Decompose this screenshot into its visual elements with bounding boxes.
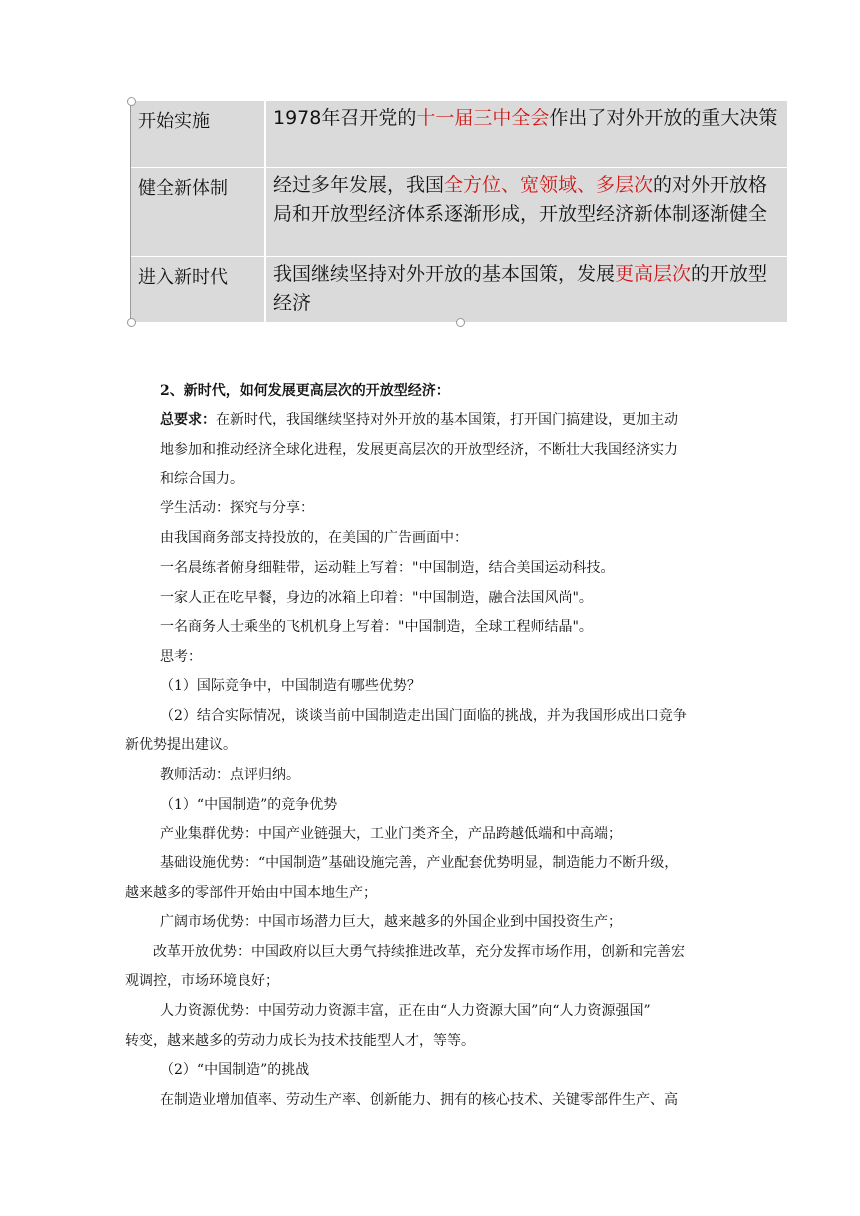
- paragraph-line: （2）结合实际情况，谈谈当前中国制造走出国门面临的挑战，并为我国形成出口竞争: [160, 708, 687, 724]
- paragraph-line: 产业集群优势：中国产业链强大，工业门类齐全，产品跨越低端和中高端；: [160, 826, 622, 842]
- resize-handle-icon: [127, 318, 136, 327]
- row-label: 健全新体制: [138, 178, 228, 199]
- paragraph-line: 由我国商务部支持投放的，在美国的广告画面中：: [160, 530, 468, 546]
- paragraph-line: （1）国际竞争中，中国制造有哪些优势？: [160, 678, 421, 694]
- row-content: 1978年召开党的十一届三中全会作出了对外开放的重大决策: [273, 107, 778, 129]
- paragraph-line: 越来越多的零部件开始由中国本地生产；: [125, 885, 377, 901]
- table-row: [131, 256, 787, 323]
- paragraph-line: 改革开放优势：中国政府以巨大勇气持续推进改革，充分发挥市场作用，创新和完善宏: [153, 944, 685, 960]
- resize-handle-icon: [127, 97, 136, 106]
- paragraph-line: 转变，越来越多的劳动力成长为技术技能型人才，等等。: [125, 1033, 475, 1049]
- resize-handle-icon: [456, 318, 465, 327]
- row-label: 开始实施: [138, 111, 210, 132]
- row-content: 经过多年发展，我国全方位、宽领域、多层次的对外开放格局和开放型经济体系逐渐形成，开放型经济新体制逐渐健全: [273, 174, 768, 225]
- paragraph-line: 人力资源优势：中国劳动力资源丰富，正在由“人力资源大国”向“人力资源强国”: [160, 1003, 651, 1019]
- table-row: [131, 101, 787, 166]
- paragraph-line: 基础设施优势：“中国制造”基础设施完善，产业配套优势明显，制造能力不断升级，: [160, 855, 679, 871]
- paragraph-line: 一名晨练者俯身细鞋带，运动鞋上写着："中国制造，结合美国运动科技。: [160, 560, 615, 576]
- paragraph-line: 学生活动：探究与分享：: [160, 500, 314, 516]
- paragraph-line: 一名商务人士乘坐的飞机机身上写着："中国制造，全球工程师结晶"。: [160, 619, 593, 635]
- paragraph-line: 和综合国力。: [160, 471, 244, 487]
- paragraph-line: 教师活动：点评归纳。: [160, 767, 300, 783]
- paragraph-line: 总要求：在新时代，我国继续坚持对外开放的基本国策，打开国门搞建设，更加主动: [160, 412, 678, 428]
- paragraph-line: 在制造业增加值率、劳动生产率、创新能力、拥有的核心技术、关键零部件生产、高: [160, 1092, 678, 1108]
- paragraph-line: 一家人正在吃早餐，身边的冰箱上印着："中国制造，融合法国风尚"。: [160, 590, 593, 606]
- row-label: 进入新时代: [138, 267, 228, 288]
- table-row: [131, 167, 787, 256]
- paragraph-line: 广阔市场优势：中国市场潜力巨大，越来越多的外国企业到中国投资生产；: [160, 914, 622, 930]
- paragraph-line: 新优势提出建议。: [125, 737, 237, 753]
- section-heading: 2、新时代，如何发展更高层次的开放型经济：: [160, 383, 450, 399]
- paragraph-line: 观调控，市场环境良好；: [125, 973, 279, 989]
- paragraph-line: 地参加和推动经济全球化进程，发展更高层次的开放型经济，不断壮大我国经济实力: [160, 442, 678, 458]
- policy-timeline-table: [130, 101, 787, 322]
- paragraph-line: 思考：: [160, 649, 202, 665]
- paragraph-line: （1）“中国制造”的竞争优势: [160, 797, 338, 813]
- row-content: 我国继续坚持对外开放的基本国策，发展更高层次的开放型经济: [273, 263, 768, 314]
- paragraph-line: （2）“中国制造”的挑战: [160, 1062, 310, 1078]
